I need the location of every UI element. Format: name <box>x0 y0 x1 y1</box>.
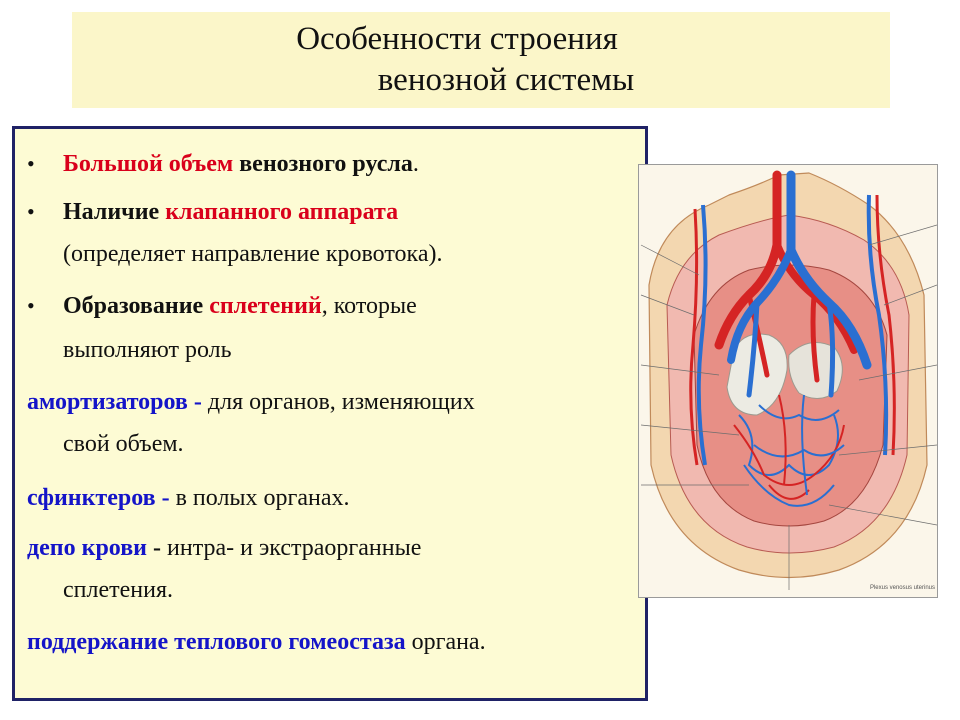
slide-title <box>72 12 890 108</box>
bullet-3-highlight: сплетений <box>209 293 322 319</box>
title-line-2: венозной системы <box>377 62 635 98</box>
bullet-2-highlight: клапанного аппарата <box>165 199 399 225</box>
role-1-line-2: свой объем. <box>63 431 184 457</box>
bullet-3-text: Образование <box>63 293 210 319</box>
role-2-text: в полых органах. <box>169 485 350 511</box>
role-2-term: сфинктеров - <box>27 485 170 511</box>
content-panel <box>12 126 648 701</box>
bullet-dot: • <box>27 151 35 176</box>
title-line-1: Особенности строения <box>296 21 618 57</box>
bullet-2-text: Наличие <box>63 199 166 225</box>
role-item-2 <box>27 483 350 513</box>
bullet-1-highlight: Большой объем <box>63 151 234 177</box>
bullet-item-2 <box>63 197 398 227</box>
bullet-2-line-2: (определяет направление кровотока). <box>63 241 443 267</box>
bullet-dot: • <box>27 293 35 318</box>
role-3-dash: - <box>147 535 167 561</box>
role-3-line-2: сплетения. <box>63 577 173 603</box>
figure-caption: Plexus venosus uterinus <box>869 585 935 591</box>
bullet-dot: • <box>27 199 35 224</box>
bullet-item-3 <box>63 291 417 321</box>
role-1-text: для органов, изменяющих <box>207 389 475 415</box>
bullet-3-line-2: выполняют роль <box>63 337 232 363</box>
pelvic-venous-plexus-drawing <box>639 165 937 597</box>
anatomy-illustration <box>638 164 938 598</box>
bullet-3-rest: , которые <box>321 293 417 319</box>
role-4-term: поддержание теплового гомеостаза <box>27 629 406 655</box>
role-item-1 <box>27 387 475 417</box>
role-item-3 <box>27 533 421 563</box>
role-3-term: депо крови <box>27 535 147 561</box>
bullet-1-period: . <box>412 151 419 177</box>
role-4-text: органа. <box>405 629 486 655</box>
role-item-4 <box>27 627 486 657</box>
bullet-1-text: венозного русла <box>233 151 413 177</box>
role-1-term: амортизаторов - <box>27 389 208 415</box>
bullet-item-1 <box>63 149 419 179</box>
role-3-text: интра- и экстраорганные <box>167 535 422 561</box>
